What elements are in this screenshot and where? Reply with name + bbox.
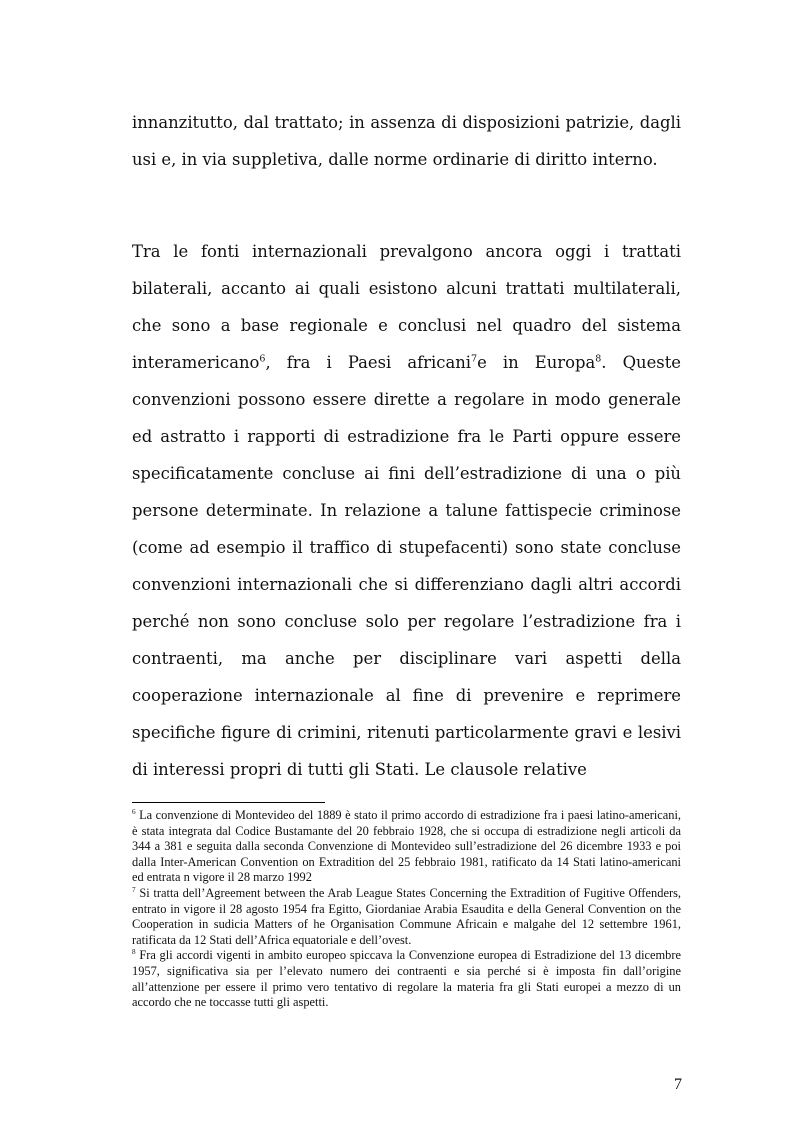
footnotes-section	[132, 808, 681, 1011]
footnote-ref-6[interactable]: 6	[259, 353, 266, 365]
footnote-8	[132, 948, 681, 1010]
paragraph-2-text-a: Tra le fonti internazionali prevalgono ancora oggi i trattati bilaterali, accanto ai quali esistono alcuni trattati multilaterali, che sono a base regionale e conclusi nel quadro del sistema interamericano	[132, 242, 681, 372]
paragraph-1-text: innanzitutto, dal trattato; in assenza di disposizioni patrizie, dagli usi e, in via suppletiva, dalle norme ordinarie di diritto interno.	[132, 113, 681, 169]
body-paragraph-2	[132, 233, 681, 788]
paragraph-2-text-c: e in Europa	[477, 353, 596, 372]
footnote-text: Si tratta dell’Agreement between the Arab League States Concerning the Extradition of Fugitive Offenders, entrato in vigore il 28 agosto 1954 fra Egitto, Giordaniae Arabia Esaudita e della General Convention on the Cooperation in sudicia Matters of he Organisation Commune Africain e malgahe del 12 settembre 1961, ratificata da 12 Stati dell’Africa equatoriale e dell’ovest.	[132, 885, 681, 947]
footnote-6	[132, 808, 681, 886]
footnote-separator	[132, 802, 325, 803]
footnote-text: La convenzione di Montevideo del 1889 è stato il primo accordo di estradizione fra i paesi latino-americani, è stata integrata dal Codice Bustamante del 20 febbraio 1928, che si occupa di estradizione negli articoli da 344 a 381 e seguita dalla seconda Convenzione di Montevideo sull’estradizione del 26 dicembre 1933 e poi dalla Inter-American Convention on Extradition del 25 febbraio 1981, ratificato da 14 Stati latino-americani ed entrata n vigore il 28 marzo 1992	[132, 808, 681, 885]
page-number: 7	[674, 1076, 682, 1093]
footnote-ref-8[interactable]: 8	[595, 353, 602, 365]
footnote-number: 7	[132, 885, 136, 894]
footnote-text: Fra gli accordi vigenti in ambito europeo spiccava la Convenzione europea di Estradizione del 13 dicembre 1957, significativa sia per l’elevato numero dei contraenti e sia perché si è imposta fin dall’origine all’attenzione per essere il primo vero tentativo di regolare la materia fra gli Stati europei a mezzo di un accordo che ne toccasse tutti gli aspetti.	[132, 948, 681, 1010]
body-paragraph-1	[132, 104, 681, 178]
footnote-7	[132, 886, 681, 948]
paragraph-2-text-d: . Queste convenzioni possono essere dirette a regolare in modo generale ed astratto i rapporti di estradizione fra le Parti oppure essere specificatamente concluse ai fini dell’estradizione di una o più persone determinate. In relazione a talune fattispecie criminose (come ad esempio il traffico di stupefacenti) sono state concluse convenzioni internazionali che si differenziano dagli altri accordi perché non sono concluse solo per regolare l’estradizione fra i contraenti, ma anche per disciplinare vari aspetti della cooperazione internazionale al fine di prevenire e reprimere specifiche figure di crimini, ritenuti particolarmente gravi e lesivi di interessi propri di tutti gli Stati. Le clausole relative	[132, 353, 681, 779]
footnote-number: 6	[132, 807, 136, 816]
paragraph-2-text-b: , fra i Paesi africani	[265, 353, 472, 372]
footnote-number: 8	[132, 948, 136, 957]
footnote-ref-7[interactable]: 7	[471, 353, 478, 365]
